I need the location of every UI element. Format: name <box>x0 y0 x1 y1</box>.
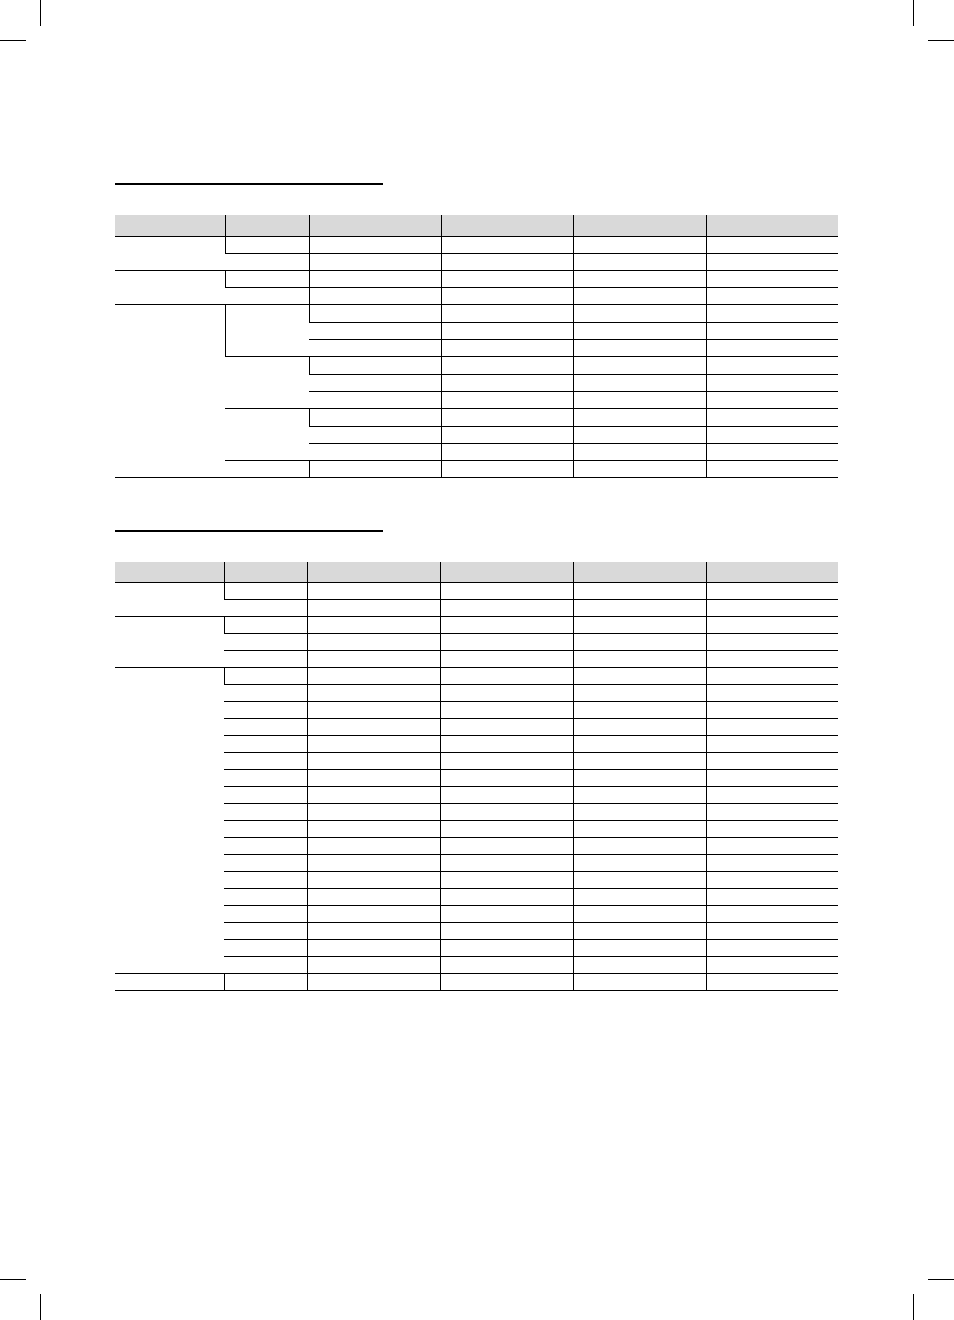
table-cell <box>706 322 838 339</box>
table-cell <box>573 322 706 339</box>
table-cell <box>573 905 706 922</box>
table-cell <box>441 322 573 339</box>
table-cell <box>573 820 706 837</box>
table-cell <box>706 701 838 718</box>
table-cell <box>309 460 441 477</box>
crop-mark-bottom-left-vertical <box>40 1294 41 1320</box>
table-cell <box>706 939 838 956</box>
table-cell <box>307 650 440 667</box>
table-cell <box>440 582 573 599</box>
table-cell <box>307 616 440 633</box>
header-cell <box>225 215 309 236</box>
table-cell <box>706 633 838 650</box>
subgroup-label <box>225 408 309 460</box>
table-cell <box>706 667 838 684</box>
table-cell <box>224 871 307 888</box>
table-cell <box>706 803 838 820</box>
table-cell <box>309 339 441 356</box>
table-row <box>115 633 838 650</box>
crop-mark-top-right-horizontal <box>928 40 954 41</box>
table-cell <box>225 287 309 304</box>
table-cell <box>440 616 573 633</box>
table-cell <box>706 854 838 871</box>
table-cell <box>706 684 838 701</box>
table-cell <box>706 820 838 837</box>
table-cell <box>224 667 307 684</box>
table-cell <box>307 820 440 837</box>
table-cell <box>573 443 706 460</box>
table-cell <box>224 922 307 939</box>
table-cell <box>573 701 706 718</box>
table-cell <box>706 236 838 253</box>
section2-table <box>115 562 838 991</box>
subgroup-label <box>225 460 309 477</box>
table-cell <box>440 752 573 769</box>
table-row <box>115 820 838 837</box>
table-cell <box>307 837 440 854</box>
table-row <box>115 803 838 820</box>
table-cell <box>224 803 307 820</box>
table-cell <box>224 956 307 973</box>
table-cell <box>224 820 307 837</box>
header-cell <box>115 562 224 582</box>
table-cell <box>706 426 838 443</box>
table-row <box>115 786 838 803</box>
table-cell <box>440 871 573 888</box>
crop-mark-bottom-left-horizontal <box>0 1279 26 1280</box>
table-cell <box>706 888 838 905</box>
table-cell <box>706 616 838 633</box>
table-cell <box>706 287 838 304</box>
table-cell <box>441 270 573 287</box>
section1-title-rule <box>115 183 383 185</box>
table-cell <box>706 769 838 786</box>
table-cell <box>440 837 573 854</box>
table-cell <box>573 270 706 287</box>
table-cell <box>573 650 706 667</box>
table-cell <box>573 356 706 374</box>
table-cell <box>706 304 838 322</box>
table-cell <box>307 973 440 990</box>
table-cell <box>706 270 838 287</box>
table-cell <box>307 633 440 650</box>
table-cell <box>440 633 573 650</box>
table-row <box>115 236 838 253</box>
table-cell <box>307 752 440 769</box>
table-cell <box>307 786 440 803</box>
header-cell <box>307 562 440 582</box>
table-cell <box>440 735 573 752</box>
group-label <box>115 304 225 477</box>
group-label <box>115 667 224 973</box>
table-cell <box>441 408 573 426</box>
table-cell <box>225 270 309 287</box>
table-cell <box>441 443 573 460</box>
table-cell <box>441 356 573 374</box>
table-cell <box>573 871 706 888</box>
table-cell <box>573 956 706 973</box>
table-cell <box>224 769 307 786</box>
table-cell <box>573 408 706 426</box>
table-cell <box>224 616 307 633</box>
table-row <box>115 769 838 786</box>
table-cell <box>573 460 706 477</box>
table-cell <box>706 752 838 769</box>
table-cell <box>441 304 573 322</box>
table-cell <box>309 356 441 374</box>
table-row <box>115 599 838 616</box>
table-cell <box>706 718 838 735</box>
table-row <box>115 735 838 752</box>
table-cell <box>706 356 838 374</box>
crop-mark-bottom-right-horizontal <box>928 1279 954 1280</box>
table-cell <box>440 718 573 735</box>
table-cell <box>573 374 706 391</box>
table-cell <box>441 460 573 477</box>
table-cell <box>573 752 706 769</box>
table-cell <box>440 922 573 939</box>
table-cell <box>441 236 573 253</box>
table-cell <box>573 287 706 304</box>
table-cell <box>441 339 573 356</box>
table-cell <box>309 391 441 408</box>
table-cell <box>573 922 706 939</box>
header-cell <box>224 562 307 582</box>
table-row <box>115 270 838 287</box>
table-cell <box>224 582 307 599</box>
table-cell <box>224 701 307 718</box>
table-cell <box>706 837 838 854</box>
section2-title-rule <box>115 530 383 532</box>
table-cell <box>573 939 706 956</box>
crop-mark-top-right-vertical <box>913 0 914 26</box>
table-cell <box>706 599 838 616</box>
table-cell <box>307 769 440 786</box>
table-cell <box>573 786 706 803</box>
table-cell <box>307 922 440 939</box>
group-label <box>115 270 225 304</box>
table-row <box>115 854 838 871</box>
table-row <box>115 922 838 939</box>
subgroup-label <box>225 356 309 408</box>
table-cell <box>573 633 706 650</box>
table-cell <box>440 888 573 905</box>
table-row <box>115 667 838 684</box>
table-row <box>115 905 838 922</box>
table-cell <box>307 718 440 735</box>
table-row <box>115 888 838 905</box>
table-cell <box>224 684 307 701</box>
table-cell <box>573 803 706 820</box>
table-cell <box>441 374 573 391</box>
header-cell <box>309 215 441 236</box>
table-header-row <box>115 215 838 236</box>
table-cell <box>573 599 706 616</box>
table-header-row <box>115 562 838 582</box>
header-cell <box>573 215 706 236</box>
table-cell <box>573 973 706 990</box>
table-row <box>115 650 838 667</box>
table-row <box>115 837 838 854</box>
table-cell <box>309 374 441 391</box>
table-cell <box>307 956 440 973</box>
table-cell <box>440 973 573 990</box>
table-cell <box>309 443 441 460</box>
table-row <box>115 582 838 599</box>
table-cell <box>573 253 706 270</box>
crop-mark-bottom-right-vertical <box>913 1294 914 1320</box>
table-cell <box>440 854 573 871</box>
table-cell <box>706 374 838 391</box>
table-cell <box>441 287 573 304</box>
group-label <box>115 236 225 270</box>
table-cell <box>225 253 309 270</box>
table-cell <box>440 786 573 803</box>
table-cell <box>307 667 440 684</box>
table-cell <box>309 408 441 426</box>
group-label <box>115 582 224 616</box>
table-cell <box>441 253 573 270</box>
table-row <box>115 871 838 888</box>
table-row <box>115 304 838 322</box>
table-row <box>115 701 838 718</box>
table-cell <box>307 582 440 599</box>
table-cell <box>224 888 307 905</box>
crop-mark-top-left-vertical <box>40 0 41 26</box>
table-cell <box>225 236 309 253</box>
table-cell <box>224 837 307 854</box>
table-cell <box>706 871 838 888</box>
table-cell <box>309 236 441 253</box>
table-cell <box>307 684 440 701</box>
table-cell <box>307 939 440 956</box>
table-cell <box>706 905 838 922</box>
table-cell <box>573 735 706 752</box>
table-cell <box>440 650 573 667</box>
table-cell <box>440 905 573 922</box>
table-cell <box>706 973 838 990</box>
table-cell <box>307 888 440 905</box>
table-cell <box>573 769 706 786</box>
table-cell <box>706 582 838 599</box>
table-cell <box>573 391 706 408</box>
subgroup-label <box>225 304 309 356</box>
table-cell <box>440 701 573 718</box>
table-cell <box>573 426 706 443</box>
table-cell <box>440 769 573 786</box>
section1-table <box>115 215 838 478</box>
table-cell <box>441 391 573 408</box>
table-cell <box>573 888 706 905</box>
table-row <box>115 956 838 973</box>
table-cell <box>224 973 307 990</box>
table-row <box>115 684 838 701</box>
table-cell <box>706 339 838 356</box>
table-cell <box>573 718 706 735</box>
crop-mark-top-left-horizontal <box>0 40 26 41</box>
table-row <box>115 973 838 990</box>
table-cell <box>224 718 307 735</box>
table-cell <box>224 735 307 752</box>
header-cell <box>573 562 706 582</box>
table-cell <box>307 803 440 820</box>
table-cell <box>706 408 838 426</box>
table-cell <box>706 786 838 803</box>
table-cell <box>440 803 573 820</box>
table-cell <box>706 253 838 270</box>
table-cell <box>224 599 307 616</box>
table-cell <box>224 650 307 667</box>
table-cell <box>307 599 440 616</box>
table-cell <box>440 684 573 701</box>
table-cell <box>706 735 838 752</box>
table-cell <box>307 871 440 888</box>
table-row <box>115 616 838 633</box>
table-cell <box>309 426 441 443</box>
table-cell <box>706 460 838 477</box>
header-cell <box>441 215 573 236</box>
table-cell <box>307 735 440 752</box>
table-cell <box>224 633 307 650</box>
table-cell <box>309 270 441 287</box>
table-cell <box>573 837 706 854</box>
header-cell <box>115 215 225 236</box>
table-cell <box>573 236 706 253</box>
header-cell <box>440 562 573 582</box>
table-cell <box>224 905 307 922</box>
table-cell <box>440 820 573 837</box>
table-cell <box>307 905 440 922</box>
table-cell <box>706 956 838 973</box>
table-cell <box>440 667 573 684</box>
table-cell <box>573 582 706 599</box>
table-cell <box>440 956 573 973</box>
table-cell <box>573 684 706 701</box>
table-cell <box>706 650 838 667</box>
table-cell <box>573 854 706 871</box>
table-cell <box>706 922 838 939</box>
table-cell <box>440 939 573 956</box>
table-cell <box>307 854 440 871</box>
table-cell <box>573 339 706 356</box>
table-cell <box>573 667 706 684</box>
header-cell <box>706 215 838 236</box>
table-cell <box>224 854 307 871</box>
table-cell <box>224 786 307 803</box>
table-cell <box>440 599 573 616</box>
table-cell <box>224 939 307 956</box>
group-label <box>115 616 224 667</box>
table-row <box>115 939 838 956</box>
table-cell <box>573 304 706 322</box>
table-cell <box>573 616 706 633</box>
table-cell <box>309 304 441 322</box>
table-row <box>115 752 838 769</box>
table-cell <box>706 443 838 460</box>
table-cell <box>706 391 838 408</box>
table-cell <box>309 253 441 270</box>
table-cell <box>307 701 440 718</box>
table-cell <box>309 322 441 339</box>
table-cell <box>224 752 307 769</box>
group-label <box>115 973 224 990</box>
table-cell <box>309 287 441 304</box>
header-cell <box>706 562 838 582</box>
table-row <box>115 718 838 735</box>
table-cell <box>441 426 573 443</box>
